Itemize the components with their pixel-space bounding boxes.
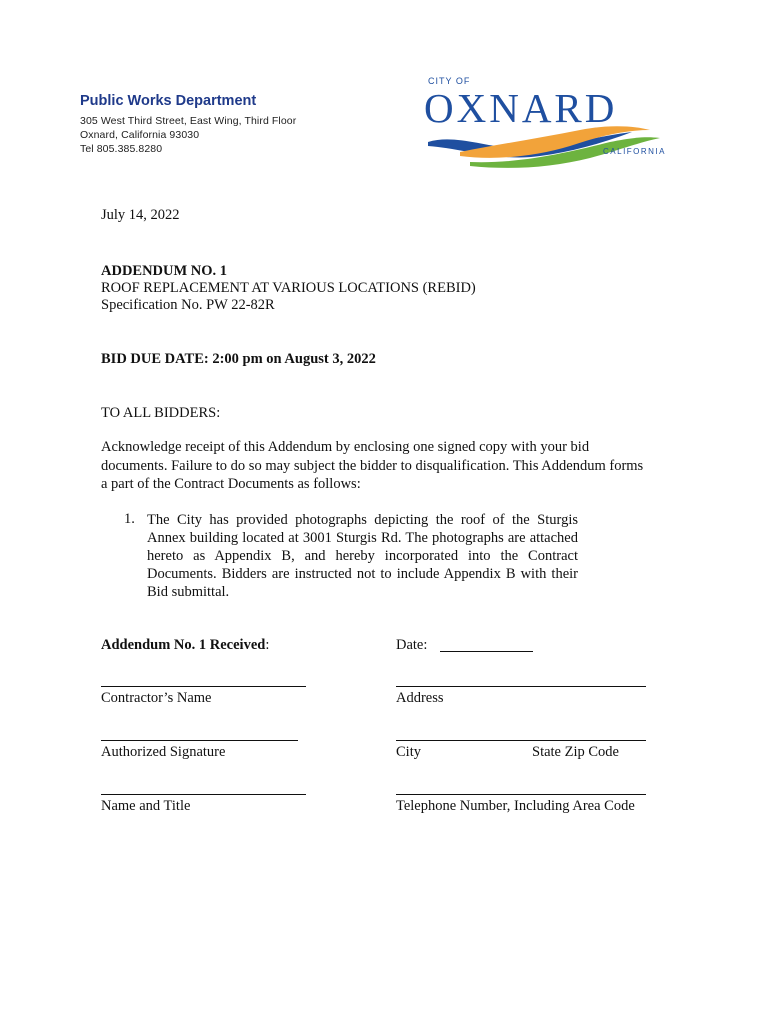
contractor-name-line — [101, 686, 306, 687]
letter-date: July 14, 2022 — [101, 207, 180, 223]
intro-paragraph: Acknowledge receipt of this Addendum by enclosing one signed copy with your bid documents. Failure to do so may subject the bidder to disqualification. This Addendum forms a part of the Contract Documents as follows: — [101, 439, 644, 492]
address-line-2: Oxnard, California 93030 — [80, 129, 200, 141]
name-title-line — [101, 794, 306, 795]
project-title: ROOF REPLACEMENT AT VARIOUS LOCATIONS (REBID) — [101, 280, 476, 296]
specification-number: Specification No. PW 22-82R — [101, 297, 275, 313]
telephone-line — [396, 794, 646, 795]
contractor-name-label: Contractor’s Name — [101, 690, 212, 706]
addendum-title: ADDENDUM NO. 1 — [101, 263, 228, 279]
item-text: The City has provided photographs depicting the roof of the Sturgis Annex building located at 3001 Sturgis Rd. The photographs are attached hereto as Appendix B, and hereby incorporated into the Contract Documents. Bidders are instructed not to include Appendix B with their Bid submittal. — [147, 512, 578, 600]
name-title-label: Name and Title — [101, 798, 191, 814]
oxnard-logo — [420, 72, 680, 172]
date-line — [440, 651, 533, 652]
address-line-1: 305 West Third Street, East Wing, Third Floor — [80, 115, 297, 127]
logo-name: OXNARD — [424, 85, 618, 131]
date-label: Date: — [396, 637, 428, 653]
city-label: City — [396, 744, 421, 760]
phone-number: Tel 805.385.8280 — [80, 143, 163, 155]
logo-city-of: CITY OF — [428, 76, 471, 86]
address-line — [396, 686, 646, 687]
city-state-zip-line — [396, 740, 646, 741]
signature-line — [101, 740, 298, 741]
bid-due-date: BID DUE DATE: 2:00 pm on August 3, 2022 — [101, 351, 376, 367]
address-label: Address — [396, 690, 444, 706]
received-label: Addendum No. 1 Received: — [101, 637, 270, 653]
state-zip-label: State Zip Code — [532, 744, 619, 760]
logo-state: CALIFORNIA — [603, 147, 667, 156]
item-number: 1. — [124, 511, 135, 527]
department-name: Public Works Department — [80, 93, 257, 109]
telephone-label: Telephone Number, Including Area Code — [396, 798, 635, 814]
authorized-signature-label: Authorized Signature — [101, 744, 226, 760]
salutation: TO ALL BIDDERS: — [101, 405, 221, 421]
